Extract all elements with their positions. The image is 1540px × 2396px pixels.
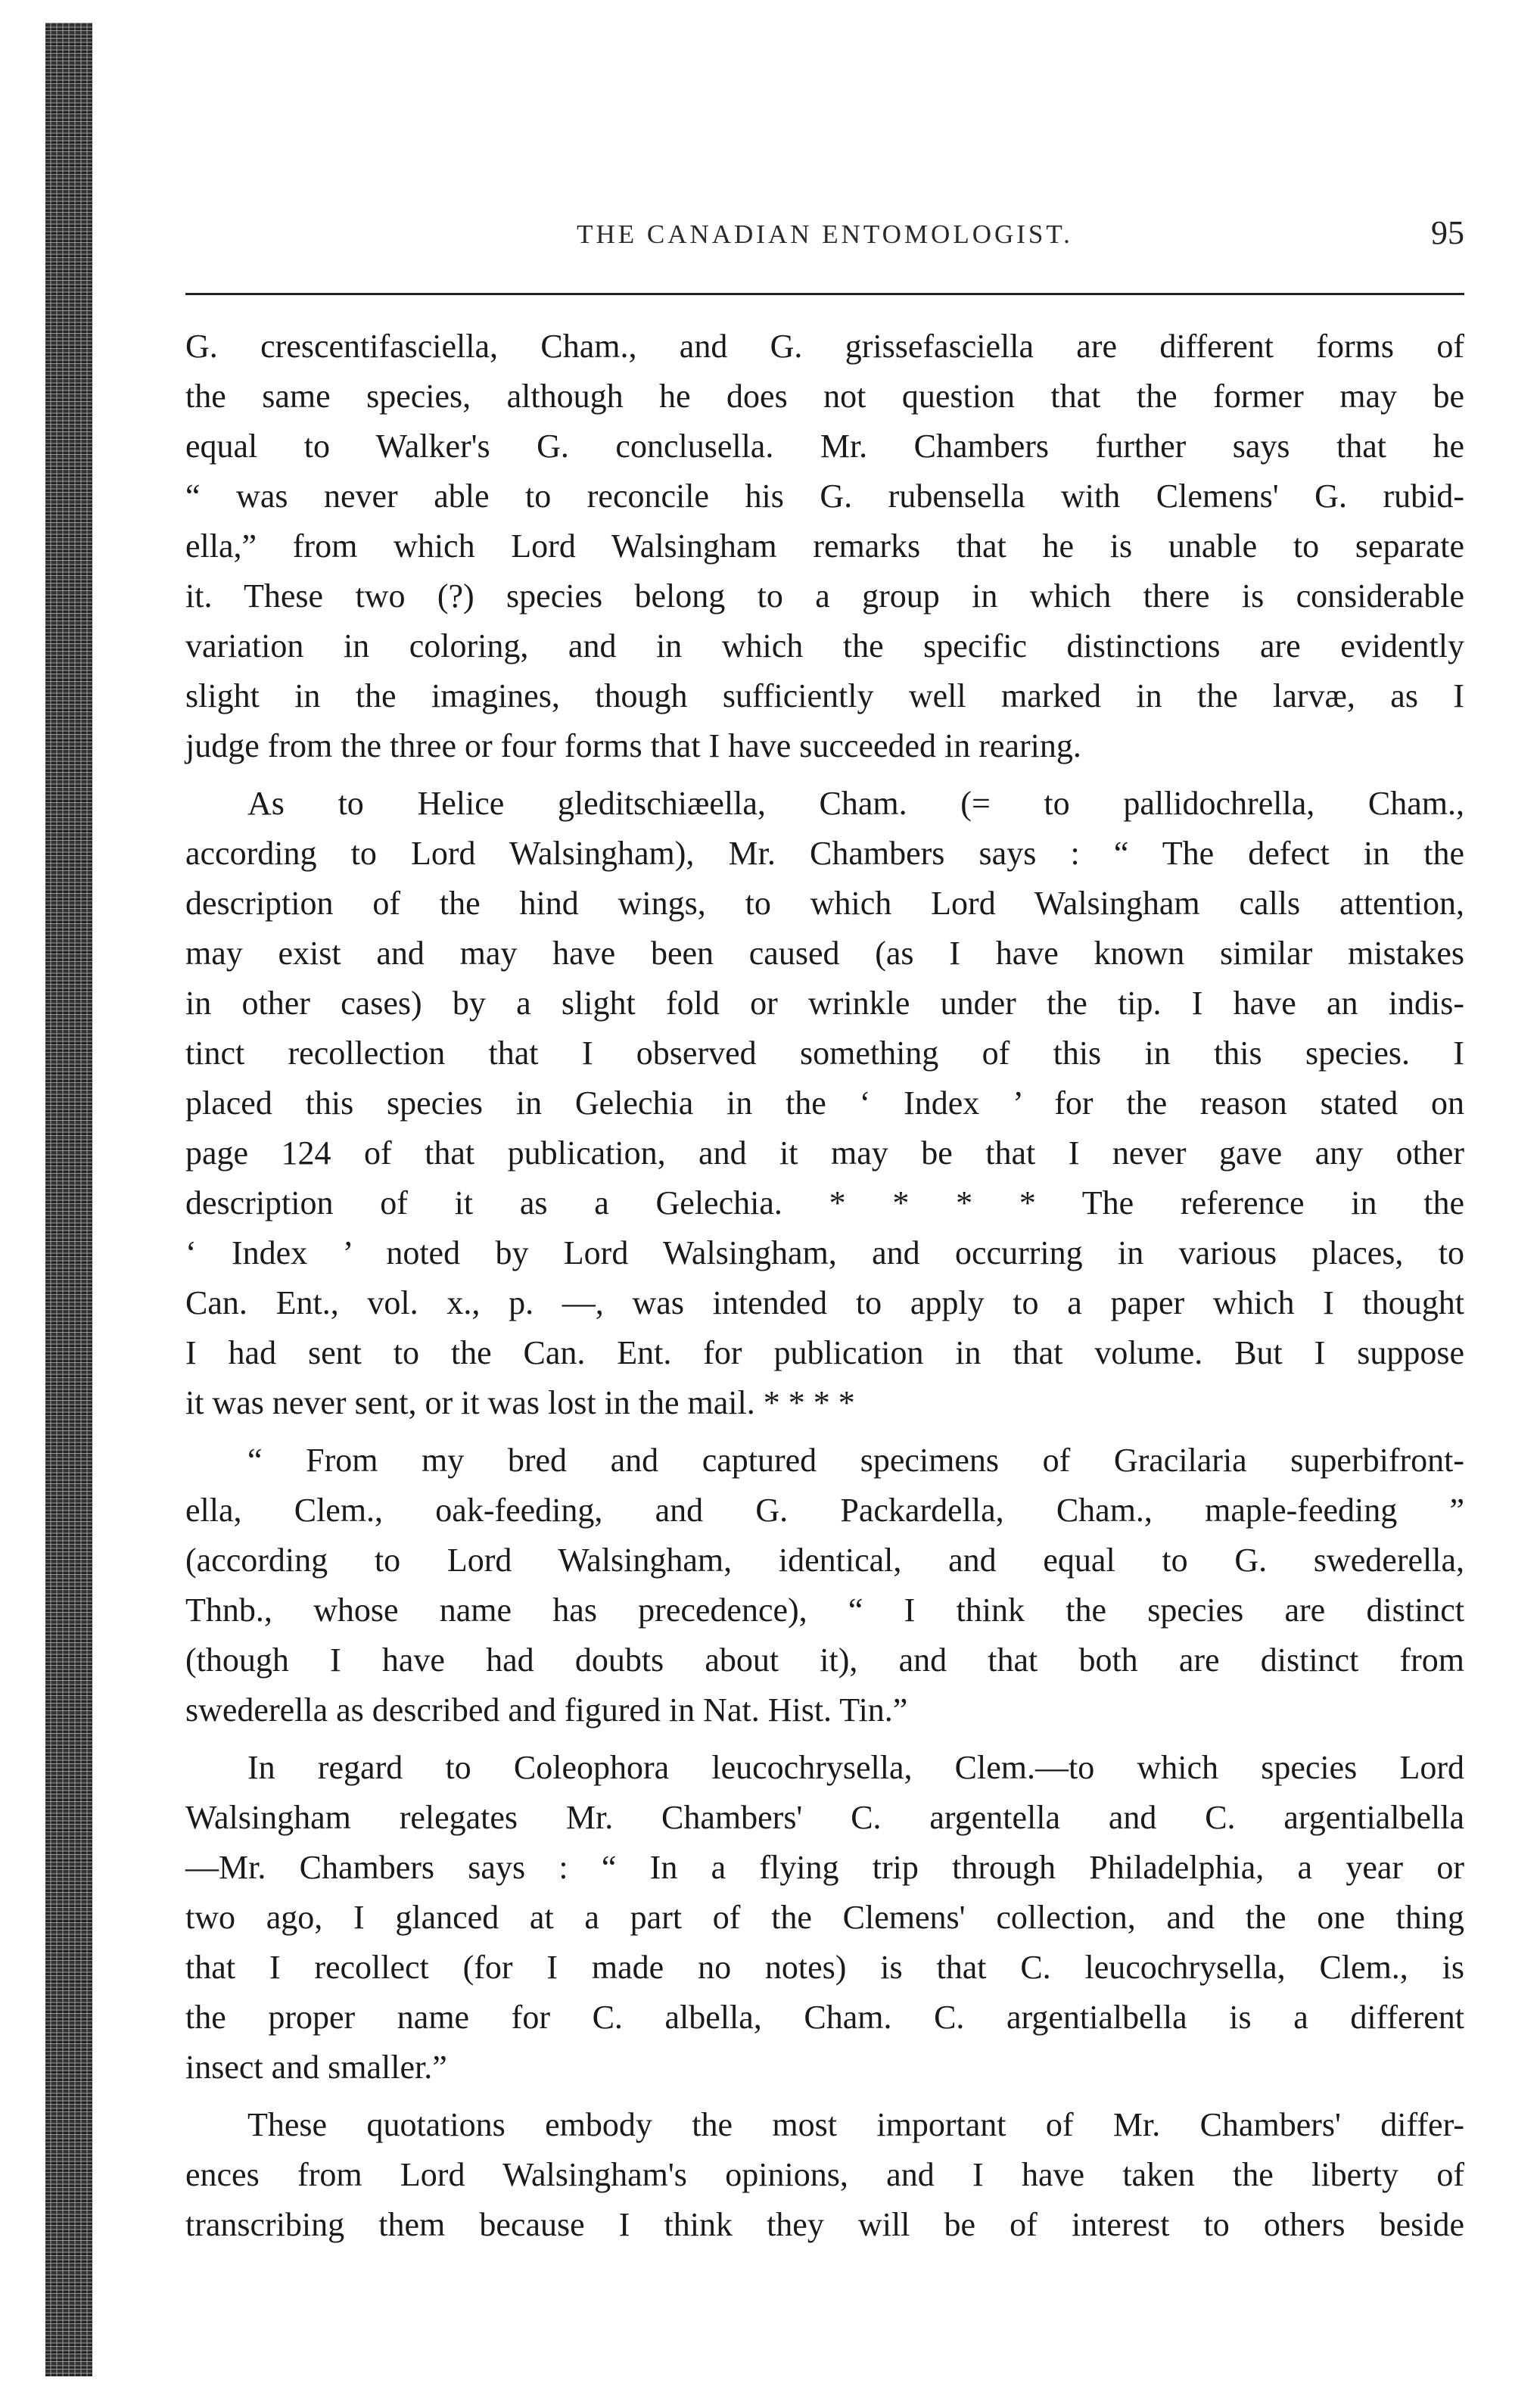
text-line: As to Helice gleditschiæella, Cham. (= to pallidochrella, Cham., — [247, 785, 1464, 822]
text-line: Can. Ent., vol. x., p. —, was intended to apply to a paper which I thought — [185, 1284, 1464, 1321]
text-line: slight in the imagines, though sufficiently well marked in the larvæ, as I — [185, 677, 1464, 714]
text-line: ella, Clem., oak-feeding, and G. Packardella, Cham., maple-feeding ” — [185, 1492, 1464, 1529]
text-line: variation in coloring, and in which the specific distinctions are evidently — [185, 627, 1464, 664]
paragraph-gap — [185, 1735, 1464, 1743]
text-line: according to Lord Walsingham), Mr. Chambers says : “ The defect in the — [185, 835, 1464, 872]
paragraph-gap — [185, 771, 1464, 779]
text-line: judge from the three or four forms that I have succeeded in rearing. — [185, 727, 1081, 764]
text-line: two ago, I glanced at a part of the Clemens' collection, and the one thing — [185, 1899, 1464, 1936]
text-line: ella,” from which Lord Walsingham remarks that he is unable to separate — [185, 527, 1464, 565]
text-line: “ From my bred and captured specimens of Gracilaria superbifront- — [247, 1442, 1464, 1479]
text-line: equal to Walker's G. conclusella. Mr. Chambers further says that he — [185, 428, 1464, 465]
text-line: In regard to Coleophora leucochrysella, Clem.—to which species Lord — [247, 1749, 1464, 1786]
paragraph-gap — [185, 1428, 1464, 1436]
binding-edge — [45, 23, 92, 2376]
text-line: insect and smaller.” — [185, 2049, 447, 2086]
paragraph — [185, 1436, 1464, 1735]
text-line: swederella as described and figured in Nat. Hist. Tin.” — [185, 1691, 908, 1729]
page-number: 95 — [1431, 214, 1464, 251]
text-line: the proper name for C. albella, Cham. C. argentialbella is a different — [185, 1999, 1464, 2036]
text-line: that I recollect (for I made no notes) is that C. leucochrysella, Clem., is — [185, 1949, 1464, 1986]
text-line: ences from Lord Walsingham's opinions, and I have taken the liberty of — [185, 2156, 1464, 2193]
text-line: These quotations embody the most important of Mr. Chambers' differ- — [247, 2106, 1464, 2143]
text-line: it was never sent, or it was lost in the mail. * * * * — [185, 1384, 855, 1421]
paragraph — [185, 1743, 1464, 2093]
text-line: transcribing them because I think they will be of interest to others beside — [185, 2206, 1464, 2243]
paragraph — [185, 779, 1464, 1428]
text-line: page 124 of that publication, and it may be that I never gave any other — [185, 1134, 1464, 1172]
body-text — [185, 322, 1464, 2250]
text-line: it. These two (?) species belong to a group in which there is considerable — [185, 577, 1464, 615]
text-line: may exist and may have been caused (as I have known similar mistakes — [185, 935, 1464, 972]
paragraph — [185, 2100, 1464, 2250]
text-line: Walsingham relegates Mr. Chambers' C. argentella and C. argentialbella — [185, 1799, 1464, 1836]
running-title: THE CANADIAN ENTOMOLOGIST. — [577, 219, 1073, 249]
text-line: G. crescentifasciella, Cham., and G. grissefasciella are different forms of — [185, 328, 1464, 365]
paragraph — [185, 322, 1464, 771]
text-line: tinct recollection that I observed something of this in this species. I — [185, 1035, 1464, 1072]
paragraph-gap — [185, 2093, 1464, 2100]
text-line: “ was never able to reconcile his G. rubensella with Clemens' G. rubid- — [185, 478, 1464, 515]
running-head — [185, 213, 1464, 259]
text-line: (according to Lord Walsingham, identical, and equal to G. swederella, — [185, 1542, 1464, 1579]
text-line: I had sent to the Can. Ent. for publication in that volume. But I suppose — [185, 1334, 1464, 1371]
text-line: placed this species in Gelechia in the ‘ Index ’ for the reason stated on — [185, 1084, 1464, 1122]
text-line: ‘ Index ’ noted by Lord Walsingham, and occurring in various places, to — [185, 1234, 1464, 1271]
text-line: —Mr. Chambers says : “ In a flying trip through Philadelphia, a year or — [185, 1849, 1464, 1886]
text-line: description of the hind wings, to which Lord Walsingham calls attention, — [185, 885, 1464, 922]
text-line: Thnb., whose name has precedence), “ I think the species are distinct — [185, 1592, 1464, 1629]
text-line: (though I have had doubts about it), and that both are distinct from — [185, 1641, 1464, 1679]
text-line: description of it as a Gelechia. * * * * The reference in the — [185, 1184, 1464, 1221]
text-line: the same species, although he does not question that the former may be — [185, 378, 1464, 415]
text-line: in other cases) by a slight fold or wrinkle under the tip. I have an indis- — [185, 985, 1464, 1022]
header-rule — [185, 293, 1464, 295]
